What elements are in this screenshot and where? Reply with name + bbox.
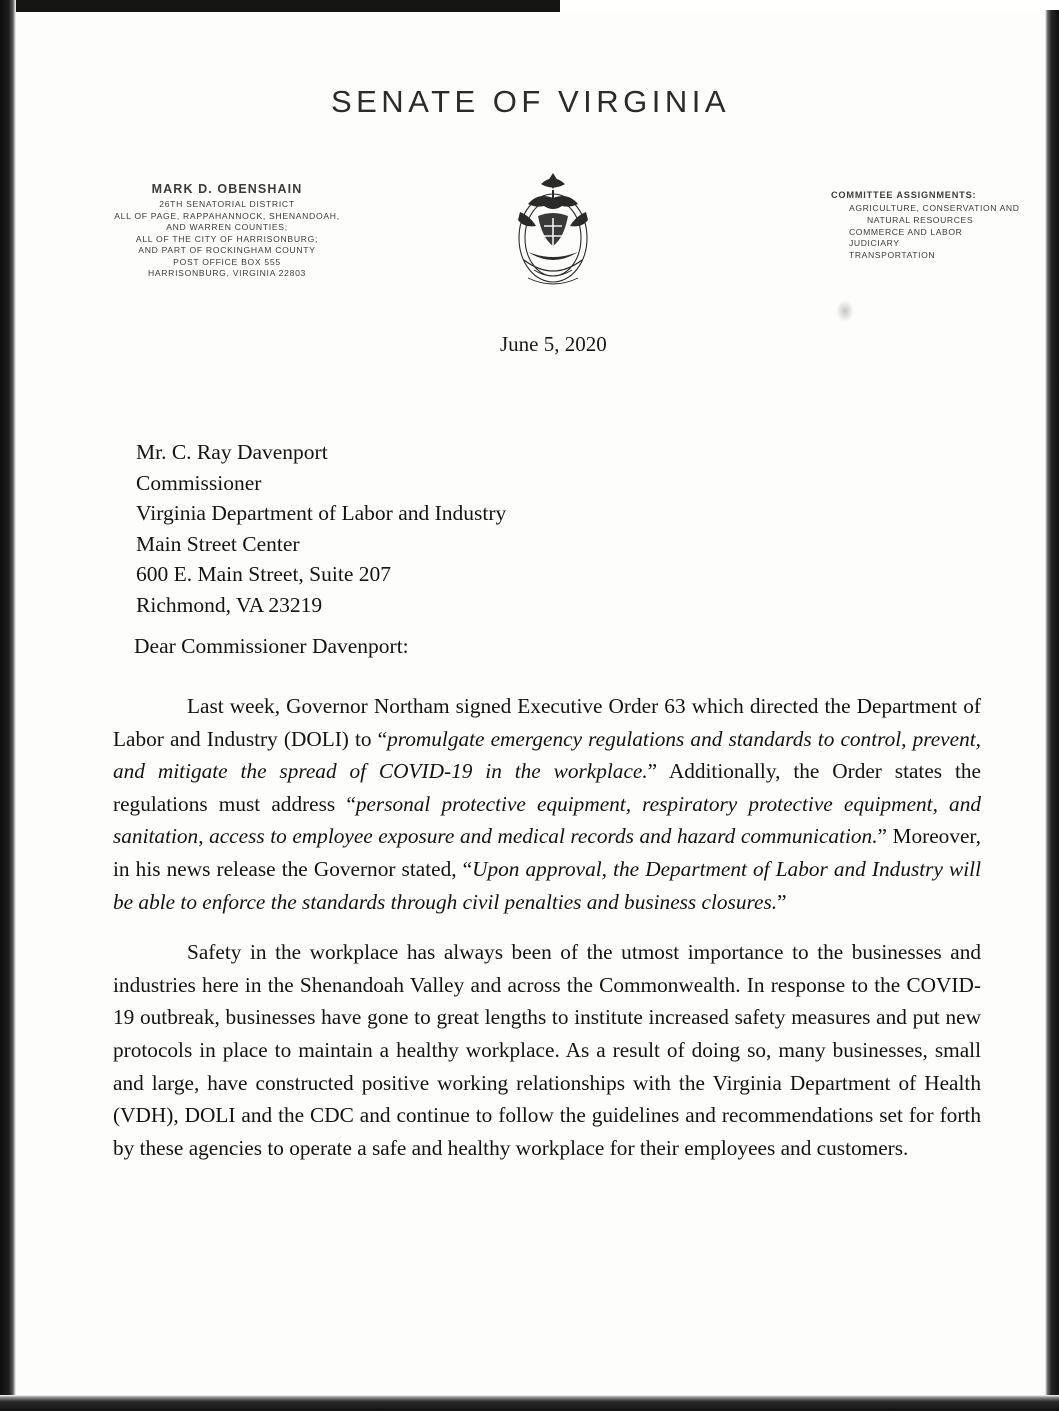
sender-line-5: AND PART OF ROCKINGHAM COUNTY [138, 245, 316, 255]
recipient-line-4: Main Street Center [136, 531, 300, 556]
virginia-state-seal-icon [498, 160, 608, 300]
committee-item-2: NATURAL RESOURCES [867, 214, 974, 225]
letterhead-title-text: SENATE OF VIRGINIA [330, 84, 731, 119]
sender-line-2: ALL OF PAGE, RAPPAHANNOCK, SHENANDOAH, [114, 210, 340, 221]
sender-line-3: AND WARREN COUNTIES; [166, 222, 288, 232]
scan-edge-left [0, 0, 16, 1398]
letterhead-title [16, 84, 1045, 120]
salutation: Dear Commissioner Davenport: [134, 634, 409, 658]
committee-item-3: COMMERCE AND LABOR [849, 226, 963, 237]
sender-line-7: HARRISONBURG, VIRGINIA 22803 [147, 268, 307, 278]
scan-edge-bottom [0, 1395, 1059, 1411]
body-paragraph-2: Safety in the workplace has always been of the utmost importance to the businesses and industries here in the Shenandoah Valley and across the Commonwealth. In response to the COVID-19 outbreak, businesses have gone to great lengths to institute increased safety measures and put new protocols in place to maintain a healthy workplace. As a result of doing so, many businesses, small and large, have constructed positive working relationships with the Virginia Department of Health (VDH), DOLI and the CDC and continue to follow the guidelines and recommendations set for forth by these agencies to operate a safe and healthy workplace for their employees and customers. [113, 940, 981, 1160]
sender-line-6: POST OFFICE BOX 555 [173, 256, 281, 267]
scan-edge-top [0, 0, 560, 12]
scan-edge-right [1045, 10, 1059, 1400]
letter-paper [16, 12, 1045, 1394]
sender-line-1: 26TH SENATORIAL DISTRICT [159, 199, 295, 209]
recipient-line-3: Virginia Department of Labor and Industry [136, 501, 507, 525]
recipient-line-5: 600 E. Main Street, Suite 207 [136, 562, 391, 586]
committee-heading: COMMITTEE ASSIGNMENTS: [831, 190, 977, 200]
recipient-line-2: Commissioner [136, 470, 262, 495]
letter-date: June 5, 2020 [500, 332, 607, 356]
recipient-line-6: Richmond, VA 23219 [136, 592, 323, 617]
committee-item-4: JUDICIARY [849, 238, 900, 249]
sender-block [82, 182, 372, 280]
scan-smudge [836, 300, 854, 322]
sender-line-4: ALL OF THE CITY OF HARRISONBURG; [135, 233, 319, 244]
committee-item-1: AGRICULTURE, CONSERVATION AND [849, 203, 1020, 213]
sender-name: MARK D. OBENSHAIN [151, 182, 303, 196]
committee-item-5: TRANSPORTATION [849, 250, 936, 261]
committee-assignments-block [831, 190, 1059, 262]
letter-body [113, 690, 981, 1182]
recipient-address [136, 437, 506, 620]
body-paragraph-1: Last week, Governor Northam signed Executive Order 63 which directed the Department of Labor and Industry (DOLI) to “promulgate emergency regulations and standards to control, prevent, and mitigate the spread of COVID-19 in the workplace.” Additionally, the Order states the regulations must address “personal protective equipment, respiratory protective equipment, and sanitation, access to employee exposure and medical records and hazard communication.” Moreover, in his news release the Governor stated, “Upon approval, the Department of Labor and Industry will be able to enforce the standards through civil penalties and business closures.” [113, 694, 981, 914]
recipient-line-1: Mr. C. Ray Davenport [136, 440, 328, 464]
